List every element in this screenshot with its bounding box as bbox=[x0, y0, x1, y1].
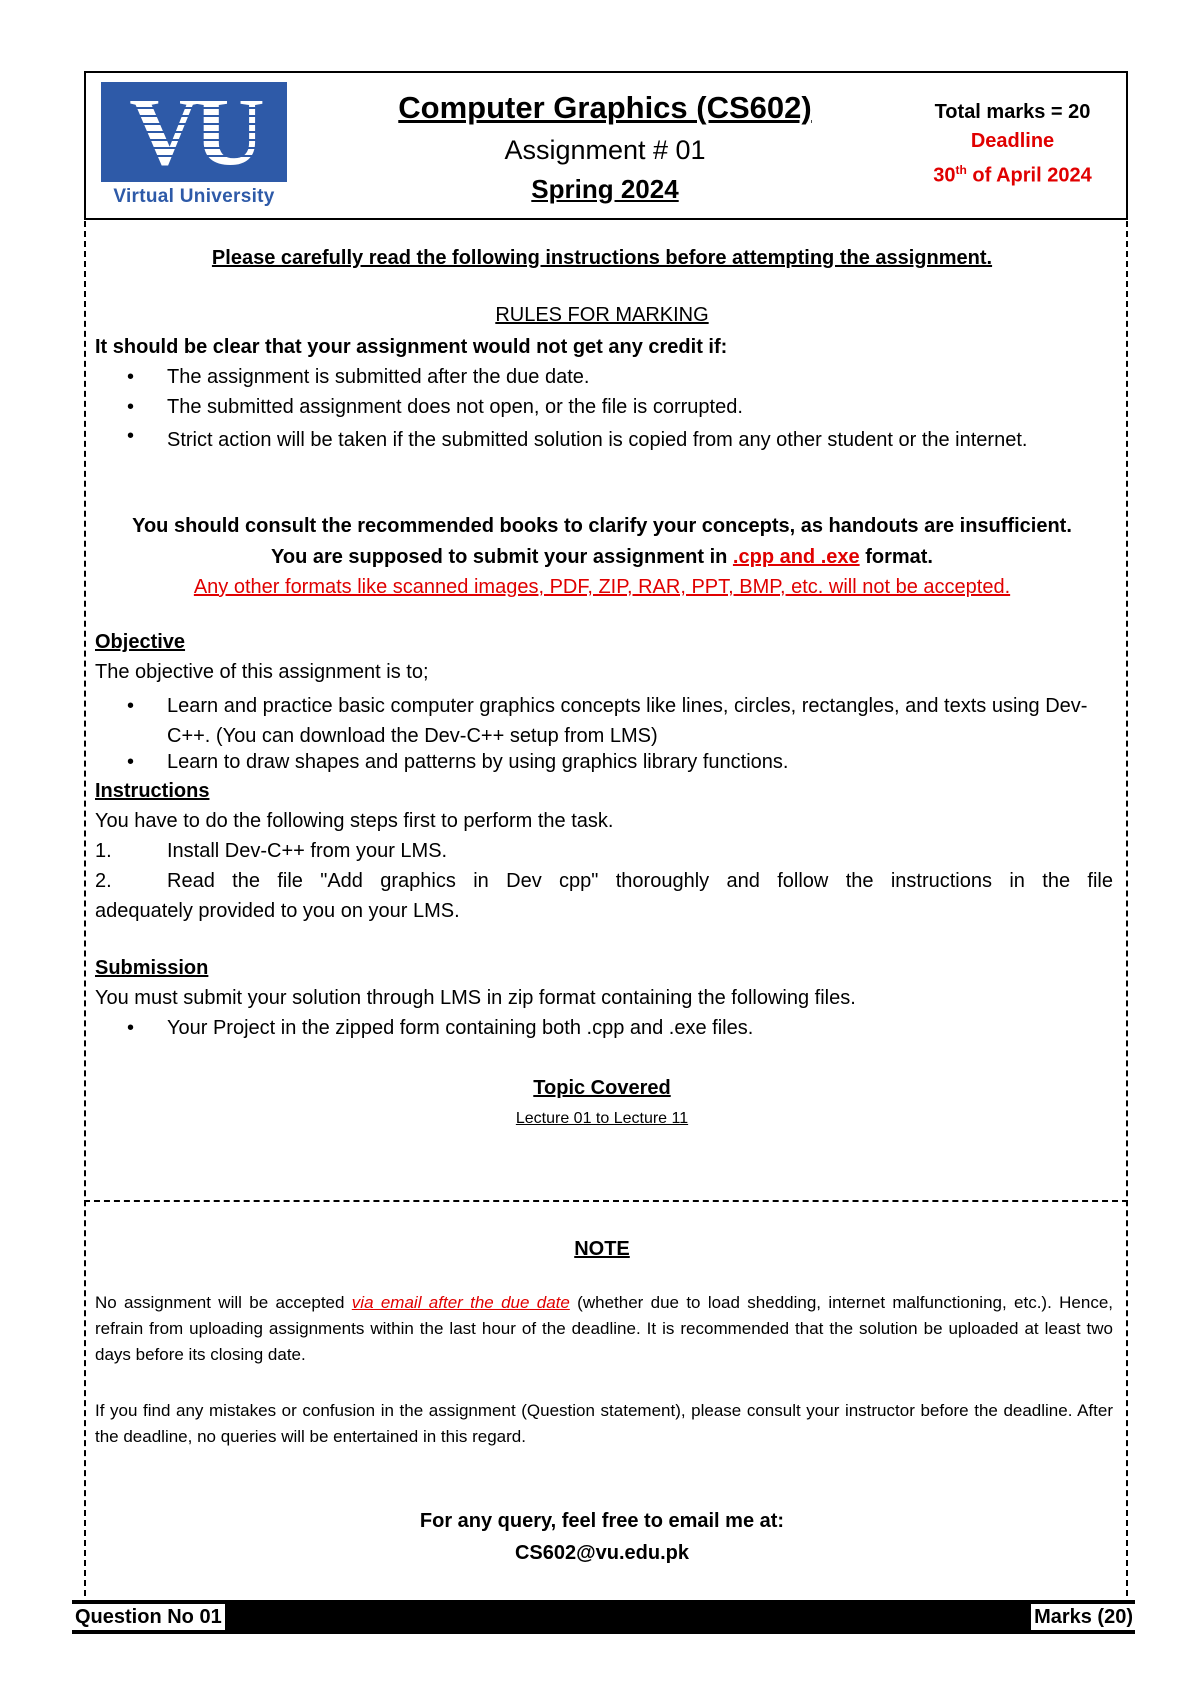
other-formats-warning: Any other formats like scanned images, PDF, ZIP, RAR, PPT, BMP, etc. will not be accepted. bbox=[193, 576, 1011, 598]
header-bottom-border bbox=[84, 218, 1128, 220]
instructions-section-heading: Instructions bbox=[95, 780, 210, 802]
instructions-intro: You have to do the following steps first to perform the task. bbox=[95, 810, 614, 832]
logo-caption: Virtual University bbox=[113, 186, 275, 207]
objective-intro: The objective of this assignment is to; bbox=[95, 661, 429, 683]
question-bar bbox=[72, 1600, 1135, 1634]
logo-letters: VU bbox=[129, 82, 259, 182]
assignment-number: Assignment # 01 bbox=[504, 135, 706, 165]
rules-heading: RULES FOR MARKING bbox=[495, 304, 709, 326]
note-paragraph-2: If you find any mistakes or confusion in the assignment (Question statement), please consult your instructor before the deadline. After the deadline, no queries will be entertained in this regard. bbox=[95, 1401, 1113, 1446]
note-emphasis: via email after the due date bbox=[351, 1293, 570, 1312]
frame-left-dashed bbox=[84, 221, 86, 1596]
section-divider bbox=[84, 1200, 1128, 1202]
instructions-heading: Please carefully read the following instructions before attempting the assignment. bbox=[211, 247, 993, 269]
consult-books-note: You should consult the recommended books to clarify your concepts, as handouts are insufficient. bbox=[132, 515, 1072, 537]
submission-heading: Submission bbox=[95, 957, 209, 979]
rules-intro: It should be clear that your assignment would not get any credit if: bbox=[95, 336, 728, 358]
topic-range: Lecture 01 to Lecture 11 bbox=[515, 1110, 689, 1127]
frame-right-dashed bbox=[1126, 221, 1128, 1596]
total-marks: Total marks = 20 bbox=[934, 101, 1091, 123]
instruction-step-continued: adequately provided to you on your LMS. bbox=[95, 900, 460, 922]
objective-heading: Objective bbox=[95, 631, 186, 653]
topic-heading: Topic Covered bbox=[533, 1077, 671, 1099]
vu-logo bbox=[101, 82, 287, 210]
marks-deadline-block bbox=[920, 98, 1105, 191]
question-number: Question No 01 bbox=[72, 1604, 225, 1630]
semester: Spring 2024 bbox=[531, 174, 679, 204]
vu-logo-mark bbox=[101, 82, 287, 182]
note-paragraph-1: No assignment will be accepted via email after the due date (whether due to load shedding, internet malfunctioning, etc.). Hence, refrain from uploading assignments within the last hour of the deadline. It is recommended that the solution be uploaded at least two days before its closing date. bbox=[95, 1293, 1113, 1364]
contact-line: For any query, feel free to email me at: bbox=[419, 1510, 785, 1532]
note-heading: NOTE bbox=[574, 1238, 630, 1260]
vu-logo-icon bbox=[101, 82, 287, 182]
question-marks: Marks (20) bbox=[1031, 1604, 1136, 1630]
deadline-label: Deadline bbox=[970, 130, 1055, 152]
submit-format-note: You are supposed to submit your assignment in .cpp and .exe format. bbox=[271, 546, 933, 568]
required-formats: .cpp and .exe bbox=[732, 546, 860, 568]
contact-email[interactable]: CS602@vu.edu.pk bbox=[514, 1542, 689, 1564]
submission-intro: You must submit your solution through LMS in zip format containing the following files. bbox=[95, 987, 856, 1009]
deadline-date: 30th of April 2024 bbox=[933, 163, 1092, 187]
course-title: Computer Graphics (CS602) bbox=[398, 90, 812, 125]
